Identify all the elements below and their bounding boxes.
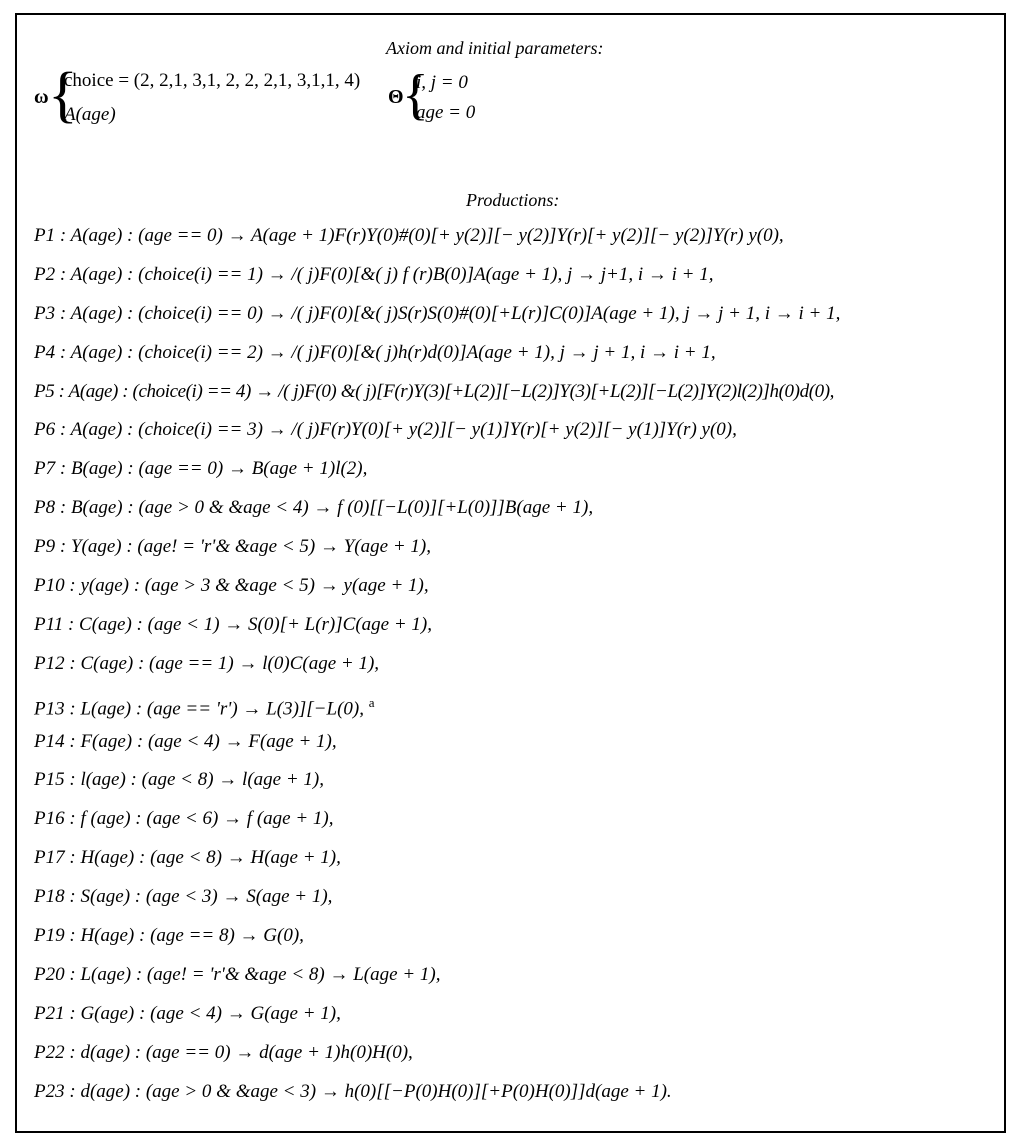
rule-text: B(age) : (age > 0 & &age < 4) → f (0)[[−L(0)][+L(0)]]B(age + 1), bbox=[70, 497, 594, 519]
production-rule: P17 : H(age) : (age < 8) → H(age + 1), bbox=[34, 847, 341, 869]
rule-label: P3 bbox=[34, 302, 56, 324]
rule-text: A(age) : (choice(i) == 3) → /( j)F(r)Y(0)[+ y(2)][− y(1)]Y(r)[+ y(2)][− y(1)]Y(r) y(0), bbox=[70, 419, 737, 441]
production-rule: P12 : C(age) : (age == 1) → l(0)C(age + 1), bbox=[34, 652, 380, 674]
rule-label: P5 bbox=[34, 380, 55, 402]
rule-text: y(age) : (age > 3 & &age < 5) → y(age + 1), bbox=[80, 575, 429, 597]
rule-text: l(age) : (age < 8) → l(age + 1), bbox=[80, 769, 324, 791]
rule-label: P9 bbox=[34, 536, 56, 558]
production-rule: P22 : d(age) : (age == 0) → d(age + 1)h(0)H(0), bbox=[34, 1041, 413, 1063]
production-rule: P13 : L(age) : (age == 'r') → L(3)][−L(0), $^a$ bbox=[34, 694, 375, 720]
rule-text: Y(age) : (age! = 'r'& &age < 5) → Y(age + 1), bbox=[70, 536, 431, 558]
production-rule: P5 : A(age) : (choice(i) == 4) → /( j)F(0) &( j)[F(r)Y(3)[+L(2)][−L(2)]Y(3)[+L(2)][−L(2)]Y(2)l(2)]h(0)d(0), bbox=[34, 380, 834, 402]
rule-text: H(age) : (age == 8) → G(0), bbox=[80, 925, 304, 947]
rule-label: P6 bbox=[34, 419, 56, 441]
rule-text: A(age) : (choice(i) == 2) → /( j)F(0)[&( j)h(r)d(0)]A(age + 1), j → j + 1, i → i + 1, bbox=[70, 341, 716, 363]
production-rule: P7 : B(age) : (age == 0) → B(age + 1)l(2), bbox=[34, 458, 368, 480]
rule-text: B(age) : (age == 0) → B(age + 1)l(2), bbox=[70, 458, 368, 480]
rule-label: P14 bbox=[34, 730, 65, 752]
theta-age-line: age = 0 bbox=[416, 102, 476, 123]
omega-brace: { bbox=[48, 61, 78, 129]
production-rule: P10 : y(age) : (age > 3 & &age < 5) → y(age + 1), bbox=[34, 575, 429, 597]
rule-text: L(age) : (age! = 'r'& &age < 8) → L(age + 1), bbox=[80, 963, 441, 985]
rule-label: P11 bbox=[34, 613, 64, 635]
rule-text: S(age) : (age < 3) → S(age + 1), bbox=[80, 886, 333, 908]
productions-title: Productions: bbox=[466, 190, 560, 210]
rule-text: G(age) : (age < 4) → G(age + 1), bbox=[80, 1002, 341, 1024]
production-rule: P4 : A(age) : (choice(i) == 2) → /( j)F(0)[&( j)h(r)d(0)]A(age + 1), j → j + 1, i → i + 1, bbox=[34, 341, 716, 363]
rule-text: A(age) : (choice(i) == 4) → /( j)F(0) &( j)[F(r)Y(3)[+L(2)][−L(2)]Y(3)[+L(2)][−L(2)]Y(2)l(2)]h(0)d(0), bbox=[68, 380, 834, 402]
production-rule: P3 : A(age) : (choice(i) == 0) → /( j)F(0)[&( j)S(r)S(0)#(0)[+L(r)]C(0)]A(age + 1), j → j + 1, i → i + 1, bbox=[34, 302, 841, 324]
theta-brace: { bbox=[402, 64, 429, 126]
rule-text: F(age) : (age < 4) → F(age + 1), bbox=[80, 730, 337, 752]
rule-text: C(age) : (age == 1) → l(0)C(age + 1), bbox=[80, 652, 380, 674]
rule-label: P18 bbox=[34, 886, 65, 908]
production-rule: P19 : H(age) : (age == 8) → G(0), bbox=[34, 925, 304, 947]
rule-label: P1 bbox=[34, 225, 56, 246]
rule-label: P16 bbox=[34, 808, 65, 830]
production-rule: P6 : A(age) : (choice(i) == 3) → /( j)F(r)Y(0)[+ y(2)][− y(1)]Y(r)[+ y(2)][− y(1)]Y(r) y(0), bbox=[34, 419, 737, 441]
production-rule: P1 : A(age) : (age == 0) → A(age + 1)F(r)Y(0)#(0)[+ y(2)][− y(2)]Y(r)[+ y(2)][− y(2)]Y(r) y(0), bbox=[34, 225, 784, 246]
rule-label: P7 bbox=[34, 458, 56, 480]
theta-symbol: Θ bbox=[388, 86, 404, 108]
axiom-title: Axiom and initial parameters: bbox=[386, 38, 604, 58]
production-rule: P8 : B(age) : (age > 0 & &age < 4) → f (0)[[−L(0)][+L(0)]]B(age + 1), bbox=[34, 497, 594, 519]
rule-label: P23 bbox=[34, 1080, 65, 1102]
rule-label: P19 bbox=[34, 925, 65, 947]
production-rule: P15 : l(age) : (age < 8) → l(age + 1), bbox=[34, 769, 324, 791]
rule-label: P2 bbox=[34, 263, 56, 285]
production-rule: P23 : d(age) : (age > 0 & &age < 3) → h(0)[[−P(0)H(0)][+P(0)H(0)]]d(age + 1). bbox=[34, 1080, 672, 1102]
rule-text: f (age) : (age < 6) → f (age + 1), bbox=[80, 808, 334, 830]
rule-label: P13 bbox=[34, 698, 65, 720]
rule-text: H(age) : (age < 8) → H(age + 1), bbox=[80, 847, 341, 869]
rule-label: P4 bbox=[34, 341, 56, 363]
rule-text: L(age) : (age == 'r') → L(3)][−L(0), bbox=[80, 698, 364, 720]
omega-choice-line: choice = (2, 2,1, 3,1, 2, 2, 2,1, 3,1,1, 4) bbox=[64, 70, 361, 91]
productions-list bbox=[34, 222, 994, 1116]
rule-label: P17 bbox=[34, 847, 65, 869]
production-rule: P14 : F(age) : (age < 4) → F(age + 1), bbox=[34, 730, 337, 752]
rule-label: P15 bbox=[34, 769, 65, 791]
production-rule: P2 : A(age) : (choice(i) == 1) → /( j)F(0)[&( j) f (r)B(0)]A(age + 1), j → j+1, i → i + 1, bbox=[34, 263, 714, 285]
rule-label: P21 bbox=[34, 1002, 65, 1024]
rule-text: A(age) : (choice(i) == 1) → /( j)F(0)[&( j) f (r)B(0)]A(age + 1), j → j+1, i → i + 1, bbox=[70, 263, 714, 285]
rule-label: P12 bbox=[34, 652, 65, 674]
rule-text: A(age) : (choice(i) == 0) → /( j)F(0)[&( j)S(r)S(0)#(0)[+L(r)]C(0)]A(age + 1), j → j + 1, i → i + 1, bbox=[70, 302, 841, 324]
rule-label: P20 bbox=[34, 963, 65, 985]
production-rule: P11 : C(age) : (age < 1) → S(0)[+ L(r)]C(age + 1), bbox=[34, 613, 432, 635]
rule-text: d(age) : (age == 0) → d(age + 1)h(0)H(0), bbox=[80, 1041, 413, 1063]
rule-text: A(age) : (age == 0) → A(age + 1)F(r)Y(0)#(0)[+ y(2)][− y(2)]Y(r)[+ y(2)][− y(2)]Y(r) y(0), bbox=[70, 225, 784, 246]
production-rule: P20 : L(age) : (age! = 'r'& &age < 8) → L(age + 1), bbox=[34, 963, 441, 985]
production-rule: P16 : f (age) : (age < 6) → f (age + 1), bbox=[34, 808, 334, 830]
rule-text: d(age) : (age > 0 & &age < 3) → h(0)[[−P(0)H(0)][+P(0)H(0)]]d(age + 1). bbox=[80, 1080, 672, 1102]
footnote-marker: a bbox=[368, 694, 375, 710]
rule-label: P8 bbox=[34, 497, 56, 519]
omega-axiom-line: A(age) bbox=[64, 104, 116, 125]
rule-text: C(age) : (age < 1) → S(0)[+ L(r)]C(age + 1), bbox=[79, 613, 432, 635]
production-rule: P9 : Y(age) : (age! = 'r'& &age < 5) → Y(age + 1), bbox=[34, 536, 431, 558]
production-rule: P21 : G(age) : (age < 4) → G(age + 1), bbox=[34, 1002, 341, 1024]
omega-symbol: ω bbox=[34, 86, 49, 108]
production-rule: P18 : S(age) : (age < 3) → S(age + 1), bbox=[34, 886, 333, 908]
theta-indices-line: i, j = 0 bbox=[416, 72, 468, 93]
rule-label: P10 bbox=[34, 575, 65, 597]
rule-label: P22 bbox=[34, 1041, 65, 1063]
